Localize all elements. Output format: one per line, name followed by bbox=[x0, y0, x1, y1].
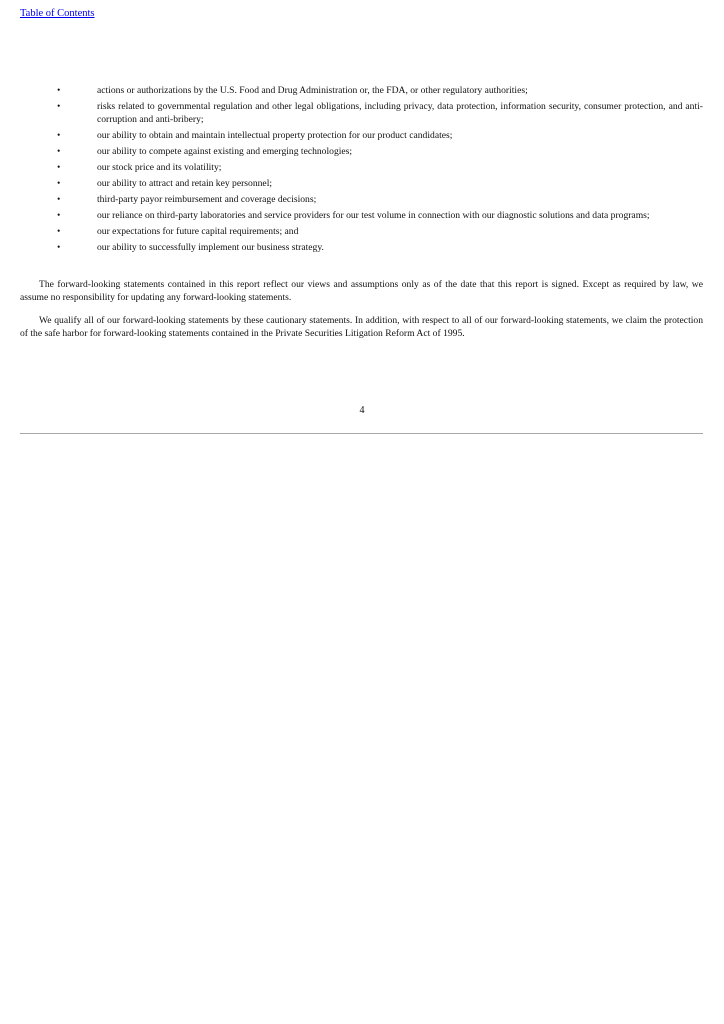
list-item-text: actions or authorizations by the U.S. Food and Drug Administration or, the FDA, or other regulatory authorities; bbox=[97, 85, 528, 96]
list-item bbox=[20, 226, 703, 239]
page-divider bbox=[20, 433, 703, 434]
list-item bbox=[20, 101, 703, 126]
list-item bbox=[20, 130, 703, 143]
list-item bbox=[20, 178, 703, 191]
bullet-icon: • bbox=[57, 178, 61, 190]
list-item-text: third-party payor reimbursement and coverage decisions; bbox=[97, 194, 317, 206]
page-number: 4 bbox=[359, 405, 365, 416]
list-item bbox=[20, 242, 703, 255]
bullet-icon: • bbox=[57, 242, 61, 254]
list-item-text: risks related to governmental regulation and other legal obligations, including privacy, data protection, information security, consumer protection, and anti-corruption and anti-bribery; bbox=[97, 101, 703, 125]
bullet-icon: • bbox=[57, 194, 61, 206]
list-item bbox=[20, 194, 703, 207]
forward-looking-statements-paragraph: The forward-looking statements contained in this report reflect our views and assumptions only as of the date that this report is signed. Except as required by law, we assume no responsibility for updating any forward-looking statements. bbox=[20, 279, 703, 303]
cautionary-statements-paragraph: We qualify all of our forward-looking statements by these cautionary statements. In addition, with respect to all of our forward-looking statements, we claim the protection of the safe harbor for forward-looking statements contained in the Private Securities Litigation Reform Act of 1995. bbox=[20, 315, 703, 339]
list-item bbox=[20, 162, 703, 175]
bullet-icon: • bbox=[57, 210, 61, 222]
list-item bbox=[20, 146, 703, 159]
list-item-text: our ability to compete against existing and emerging technologies; bbox=[97, 145, 353, 157]
bullet-icon: • bbox=[57, 145, 61, 157]
bullet-icon: • bbox=[57, 101, 61, 113]
bullet-icon: • bbox=[57, 129, 61, 141]
bullet-icon: • bbox=[57, 226, 61, 238]
risk-factors-list bbox=[20, 85, 703, 259]
list-item-text: our ability to obtain and maintain intellectual property protection for our product candidates; bbox=[97, 129, 453, 141]
list-item-text: our reliance on third-party laboratories and service providers for our test volume in connection with our diagnostic solutions and data programs; bbox=[97, 210, 650, 222]
list-item-text: our expectations for future capital requirements; and bbox=[97, 226, 299, 238]
list-item-text: our stock price and its volatility; bbox=[97, 161, 222, 173]
bullet-icon: • bbox=[57, 85, 61, 96]
list-item bbox=[20, 210, 703, 223]
list-item-text: our ability to attract and retain key personnel; bbox=[97, 178, 273, 190]
list-item-text: our ability to successfully implement our business strategy. bbox=[97, 242, 324, 254]
table-of-contents-link[interactable]: Table of Contents bbox=[20, 8, 95, 19]
bullet-icon: • bbox=[57, 161, 61, 173]
list-item bbox=[20, 85, 703, 98]
